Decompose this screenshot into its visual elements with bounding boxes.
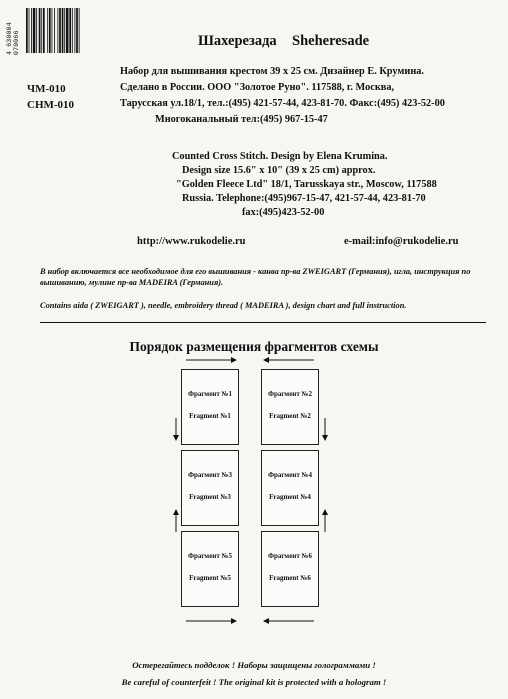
page-title-en: Sheheresade <box>292 33 370 49</box>
info-ru-line-2: Сделано в России. ООО "Золотое Руно". 117588, г. Москва, <box>120 82 395 93</box>
fragment-2-box <box>261 369 319 445</box>
email-link[interactable]: e-mail:info@rukodelie.ru <box>344 236 459 247</box>
info-en-line-1: Counted Cross Stitch. Design by Elena Krumina. <box>172 151 388 162</box>
info-ru-line-4: Многоканальный тел:(495) 967-15-47 <box>155 114 328 125</box>
fragment-label-ru: Фрагмент №2 <box>267 390 313 398</box>
fragment-5-box <box>181 531 239 607</box>
info-en-line-5: fax:(495)423-52-00 <box>242 207 325 218</box>
fragment-label-ru: Фрагмент №3 <box>187 471 233 479</box>
fragment-label-en: Fragment №2 <box>269 412 311 420</box>
fragment-label-ru: Фрагмент №6 <box>267 552 313 560</box>
fragment-label-ru: Фрагмент №1 <box>187 390 233 398</box>
fragment-3-box <box>181 450 239 526</box>
fragment-label-en: Fragment №5 <box>189 574 231 582</box>
barcode-icon <box>26 8 80 53</box>
info-en-line-3: "Golden Fleece Ltd" 18/1, Tarusskaya str., Moscow, 117588 <box>176 179 437 190</box>
product-code-ru: ЧМ-010 <box>27 83 66 95</box>
barcode-number: 4 630004 070066 <box>6 22 20 55</box>
info-en-line-4: Russia. Telephone:(495)967-15-47, 421-57-44, 423-81-70 <box>182 193 426 204</box>
fragment-6-box <box>261 531 319 607</box>
section-divider <box>40 322 486 323</box>
fragment-1-box <box>181 369 239 445</box>
fragment-label-en: Fragment №3 <box>189 493 231 501</box>
product-code-en: CHM-010 <box>27 99 75 111</box>
info-en-line-2: Design size 15.6" x 10" (39 x 25 cm) approx. <box>182 165 376 176</box>
fragment-4-box <box>261 450 319 526</box>
contents-note-en: Contains aida ( ZWEIGART ), needle, embroidery thread ( MADEIRA ), design chart and full instruction. <box>40 301 407 310</box>
info-ru-line-3: Тарусская ул.18/1, тел.:(495) 421-57-44, 423-81-70. Факс:(495) 423-52-00 <box>120 98 445 109</box>
counterfeit-warning-en: Be careful of counterfeit ! The original kit is protected with a hologram ! <box>121 677 387 687</box>
contents-note-ru: В набор включается все необходимое для его вышивания - канва пр-ва ZWEIGART (Германия), игла, инструкция по вышиванию, мулине пр-ва MADEIRA (Германия). <box>40 267 471 287</box>
fragment-label-en: Fragment №4 <box>269 493 311 501</box>
page-title-ru: Шахерезада <box>198 33 277 49</box>
counterfeit-warning-ru: Остерегайтесь подделок ! Наборы защищены голограммами ! <box>132 660 376 670</box>
fragment-label-ru: Фрагмент №4 <box>267 471 313 479</box>
scheme-title: Порядок размещения фрагментов схемы <box>129 339 379 354</box>
info-ru-line-1: Набор для вышивания крестом 39 х 25 см. Дизайнер Е. Крумина. <box>120 66 425 77</box>
fragment-label-en: Fragment №6 <box>269 574 311 582</box>
fragment-label-ru: Фрагмент №5 <box>187 552 233 560</box>
fragment-label-en: Fragment №1 <box>189 412 231 420</box>
website-link[interactable]: http://www.rukodelie.ru <box>137 236 246 247</box>
